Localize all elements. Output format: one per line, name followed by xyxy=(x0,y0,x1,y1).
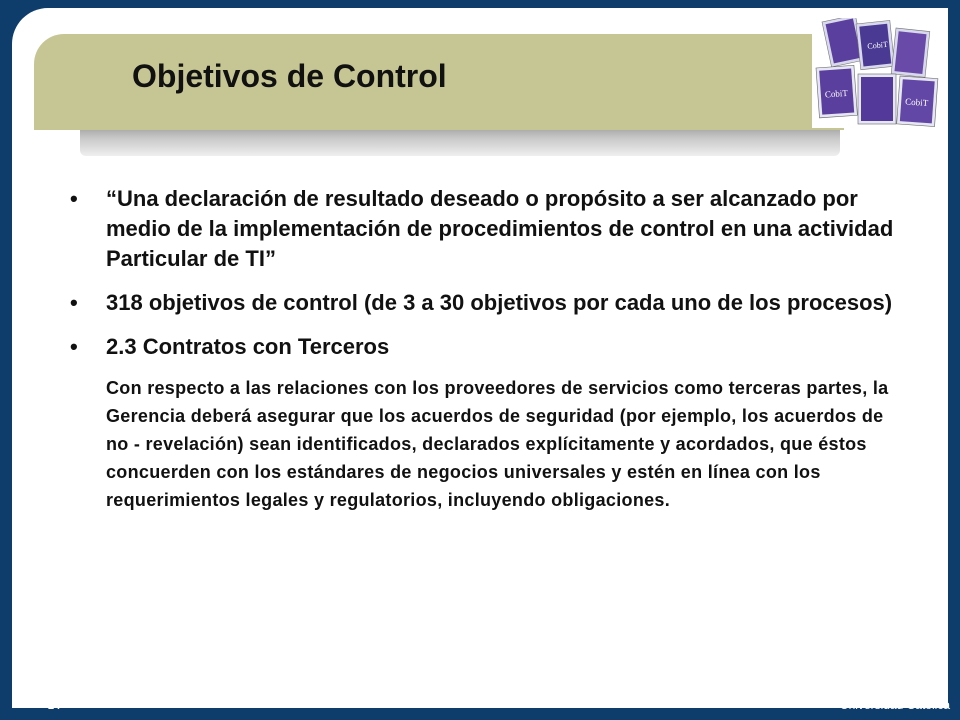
book-label: CobiT xyxy=(824,87,849,100)
book-back-3 xyxy=(891,28,930,77)
slide-content xyxy=(70,184,900,514)
cobit-manuals-image xyxy=(812,18,946,128)
bullet-marker: • xyxy=(70,186,78,211)
bullet-marker: • xyxy=(70,334,78,359)
institution-name: Universidad Católica xyxy=(839,698,950,712)
bullet-text: 2.3 Contratos con Terceros xyxy=(106,334,390,359)
book-label: CobiT xyxy=(866,39,889,51)
bullet-contracts xyxy=(70,332,900,362)
bullet-text: 318 objetivos de control (de 3 a 30 objetivos por cada uno de los procesos) xyxy=(106,290,893,315)
slide-title: Objetivos de Control xyxy=(132,58,447,94)
bullet-definition xyxy=(70,184,900,274)
contracts-detail: Con respecto a las relaciones con los proveedores de servicios como terceras partes, la Gerencia deberá asegurar que los acuerdos de seguridad (por ejemplo, los acuerdos de no - revelación) sean identificados, declarados explícitamente y acordados, que éstos concuerden con los estándares de negocios universales y estén en línea con los requerimientos legales y regulatorios, incluyendo obligaciones. xyxy=(106,378,889,510)
book-label: CobiT xyxy=(904,96,929,109)
bullet-marker: • xyxy=(70,290,78,315)
book-back-2 xyxy=(856,20,895,69)
bullet-text: “Una declaración de resultado deseado o propósito a ser alcanzado por medio de la implementación de procedimientos de control en una actividad Particular de TI” xyxy=(106,186,894,271)
book-front-2 xyxy=(858,74,896,124)
bullet-count xyxy=(70,288,900,318)
book-front-3 xyxy=(897,76,938,127)
page-number: 24 xyxy=(48,700,61,712)
book-front-1 xyxy=(816,65,857,118)
